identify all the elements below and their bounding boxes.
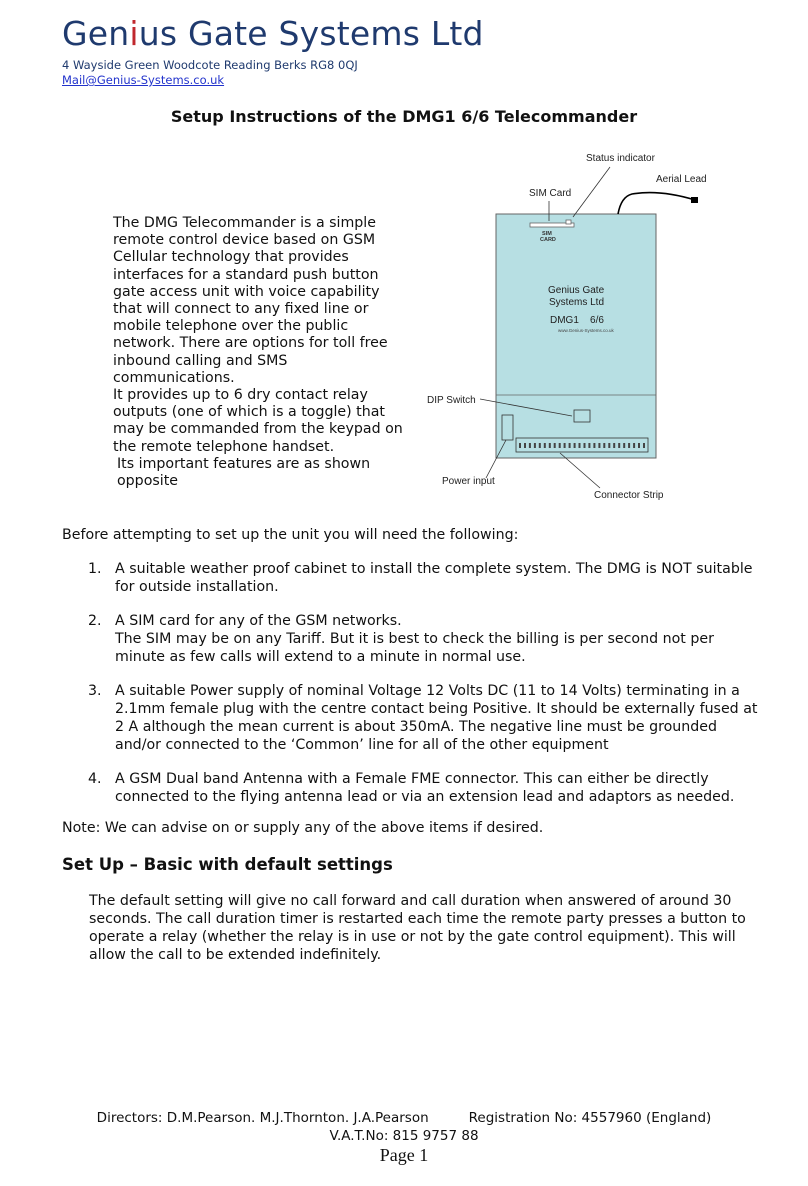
connector-pin <box>559 443 561 448</box>
list-item <box>62 560 762 596</box>
company-name-part1: Gen <box>62 14 130 53</box>
aerial-connector <box>691 197 698 203</box>
list-item <box>62 682 762 754</box>
list-item-number: 3. <box>88 683 102 699</box>
status-led <box>566 220 571 224</box>
connector-pin <box>579 443 581 448</box>
list-item-number: 2. <box>88 613 102 629</box>
connector-pin <box>554 443 556 448</box>
connector-pin <box>598 443 600 448</box>
connector-pin <box>529 443 531 448</box>
company-address: 4 Wayside Green Woodcote Reading Berks RG8 0QJ <box>62 58 358 72</box>
connector-pin <box>643 443 645 448</box>
list-item-text: A suitable weather proof cabinet to install the complete system. The DMG is NOT suitable for outside installation. <box>115 561 753 595</box>
page-number: Page 1 <box>379 1145 429 1165</box>
list-item-text: A GSM Dual band Antenna with a Female FME connector. This can either be directly connected to the flying antenna lead or via an extension lead and adaptors as needed. <box>115 771 735 805</box>
board-brand-line1: Genius Gate <box>548 285 605 296</box>
label-dip-switch: DIP Switch <box>427 395 476 406</box>
label-power-input: Power input <box>442 476 495 487</box>
sim-slot-label-1: SIM <box>542 231 552 237</box>
connector-pin <box>638 443 640 448</box>
board-brand-line2: Systems Ltd <box>549 297 605 308</box>
connector-pin <box>603 443 605 448</box>
email-link[interactable]: Mail@Genius-Systems.co.uk <box>62 73 225 87</box>
label-aerial-lead: Aerial Lead <box>656 174 707 185</box>
connector-pin <box>549 443 551 448</box>
footer-vat: V.A.T.No: 815 9757 88 <box>329 1128 479 1144</box>
section-heading: Set Up – Basic with default settings <box>62 855 393 874</box>
connector-pin <box>524 443 526 448</box>
connector-pin <box>584 443 586 448</box>
label-status-indicator: Status indicator <box>586 153 655 164</box>
connector-pin <box>608 443 610 448</box>
connector-pin <box>544 443 546 448</box>
intro-paragraph-1: The DMG Telecommander is a simple remote control device based on GSM Cellular technology that provides interfaces for a standard push button gate access unit with voice capability that will connect to any fixed line or mobile telephone over the public network. There are options for toll free inbound calling and SMS communications. <box>113 215 388 386</box>
footer-directors-line <box>0 1110 808 1126</box>
connector-pin <box>593 443 595 448</box>
connector-pin <box>613 443 615 448</box>
section-paragraph: The default setting will give no call forward and call duration when answered of around 30 seconds. The call duration timer is restarted each time the remote party presses a button to operate a relay (whether the relay is in use or not by the gate control equipment). This will allow the call to be extended indefinitely. <box>89 893 746 963</box>
list-item-number: 1. <box>88 561 102 577</box>
document-title: Setup Instructions of the DMG1 6/6 Telecommander <box>170 107 638 126</box>
connector-pin <box>574 443 576 448</box>
intro-text <box>113 215 403 490</box>
company-name-red-i: i <box>129 14 139 53</box>
device-board <box>496 214 656 458</box>
company-name-part2: us Gate Systems Ltd <box>138 14 484 53</box>
intro-paragraph-2: It provides up to 6 dry contact relay outputs (one of which is a toggle) that may be commanded from the keypad on the remote telephone handset. <box>113 387 403 455</box>
connector-pin <box>534 443 536 448</box>
connector-pin <box>539 443 541 448</box>
intro-paragraph-3: Its important features are as shown opposite <box>117 455 371 490</box>
connector-pin <box>623 443 625 448</box>
connector-pin <box>569 443 571 448</box>
requirements-intro: Before attempting to set up the unit you will need the following: <box>62 527 519 543</box>
label-sim-card: SIM Card <box>529 188 572 199</box>
leader-status-indicator <box>573 167 610 217</box>
connector-pin <box>628 443 630 448</box>
footer-directors: Directors: D.M.Pearson. M.J.Thornton. J.A.Pearson <box>96 1110 429 1126</box>
aerial-lead <box>618 193 695 214</box>
board-model: DMG1 6/6 <box>550 315 604 326</box>
company-name <box>62 14 484 53</box>
list-item <box>62 612 762 666</box>
connector-pin <box>633 443 635 448</box>
footer-registration: Registration No: 4557960 (England) <box>468 1110 712 1126</box>
list-item-text: A suitable Power supply of nominal Voltage 12 Volts DC (11 to 14 Volts) terminating in a 2.1mm female plug with the centre contact being Positive. It should be externally fused at 2 A although the mean current is about 350mA. The negative line must be grounded and/or connected to the ‘Common’ line for all of the other equipment <box>115 683 758 753</box>
list-item-text: A SIM card for any of the GSM networks. <box>115 613 402 629</box>
connector-pin <box>618 443 620 448</box>
requirements-list <box>62 560 762 822</box>
sim-slot-label-2: CARD <box>540 237 556 243</box>
connector-pin <box>588 443 590 448</box>
list-item-text: The SIM may be on any Tariff. But it is best to check the billing is per second not per minute as few calls will extend to a minute in normal use. <box>115 631 714 665</box>
label-connector-strip: Connector Strip <box>594 490 664 501</box>
connector-pin <box>519 443 521 448</box>
list-item-number: 4. <box>88 771 102 787</box>
note-text: Note: We can advise on or supply any of the above items if desired. <box>62 820 544 836</box>
list-item <box>62 770 762 806</box>
device-diagram <box>410 148 707 508</box>
connector-pin <box>564 443 566 448</box>
board-website: www.Genius-Systems.co.uk <box>558 328 614 333</box>
